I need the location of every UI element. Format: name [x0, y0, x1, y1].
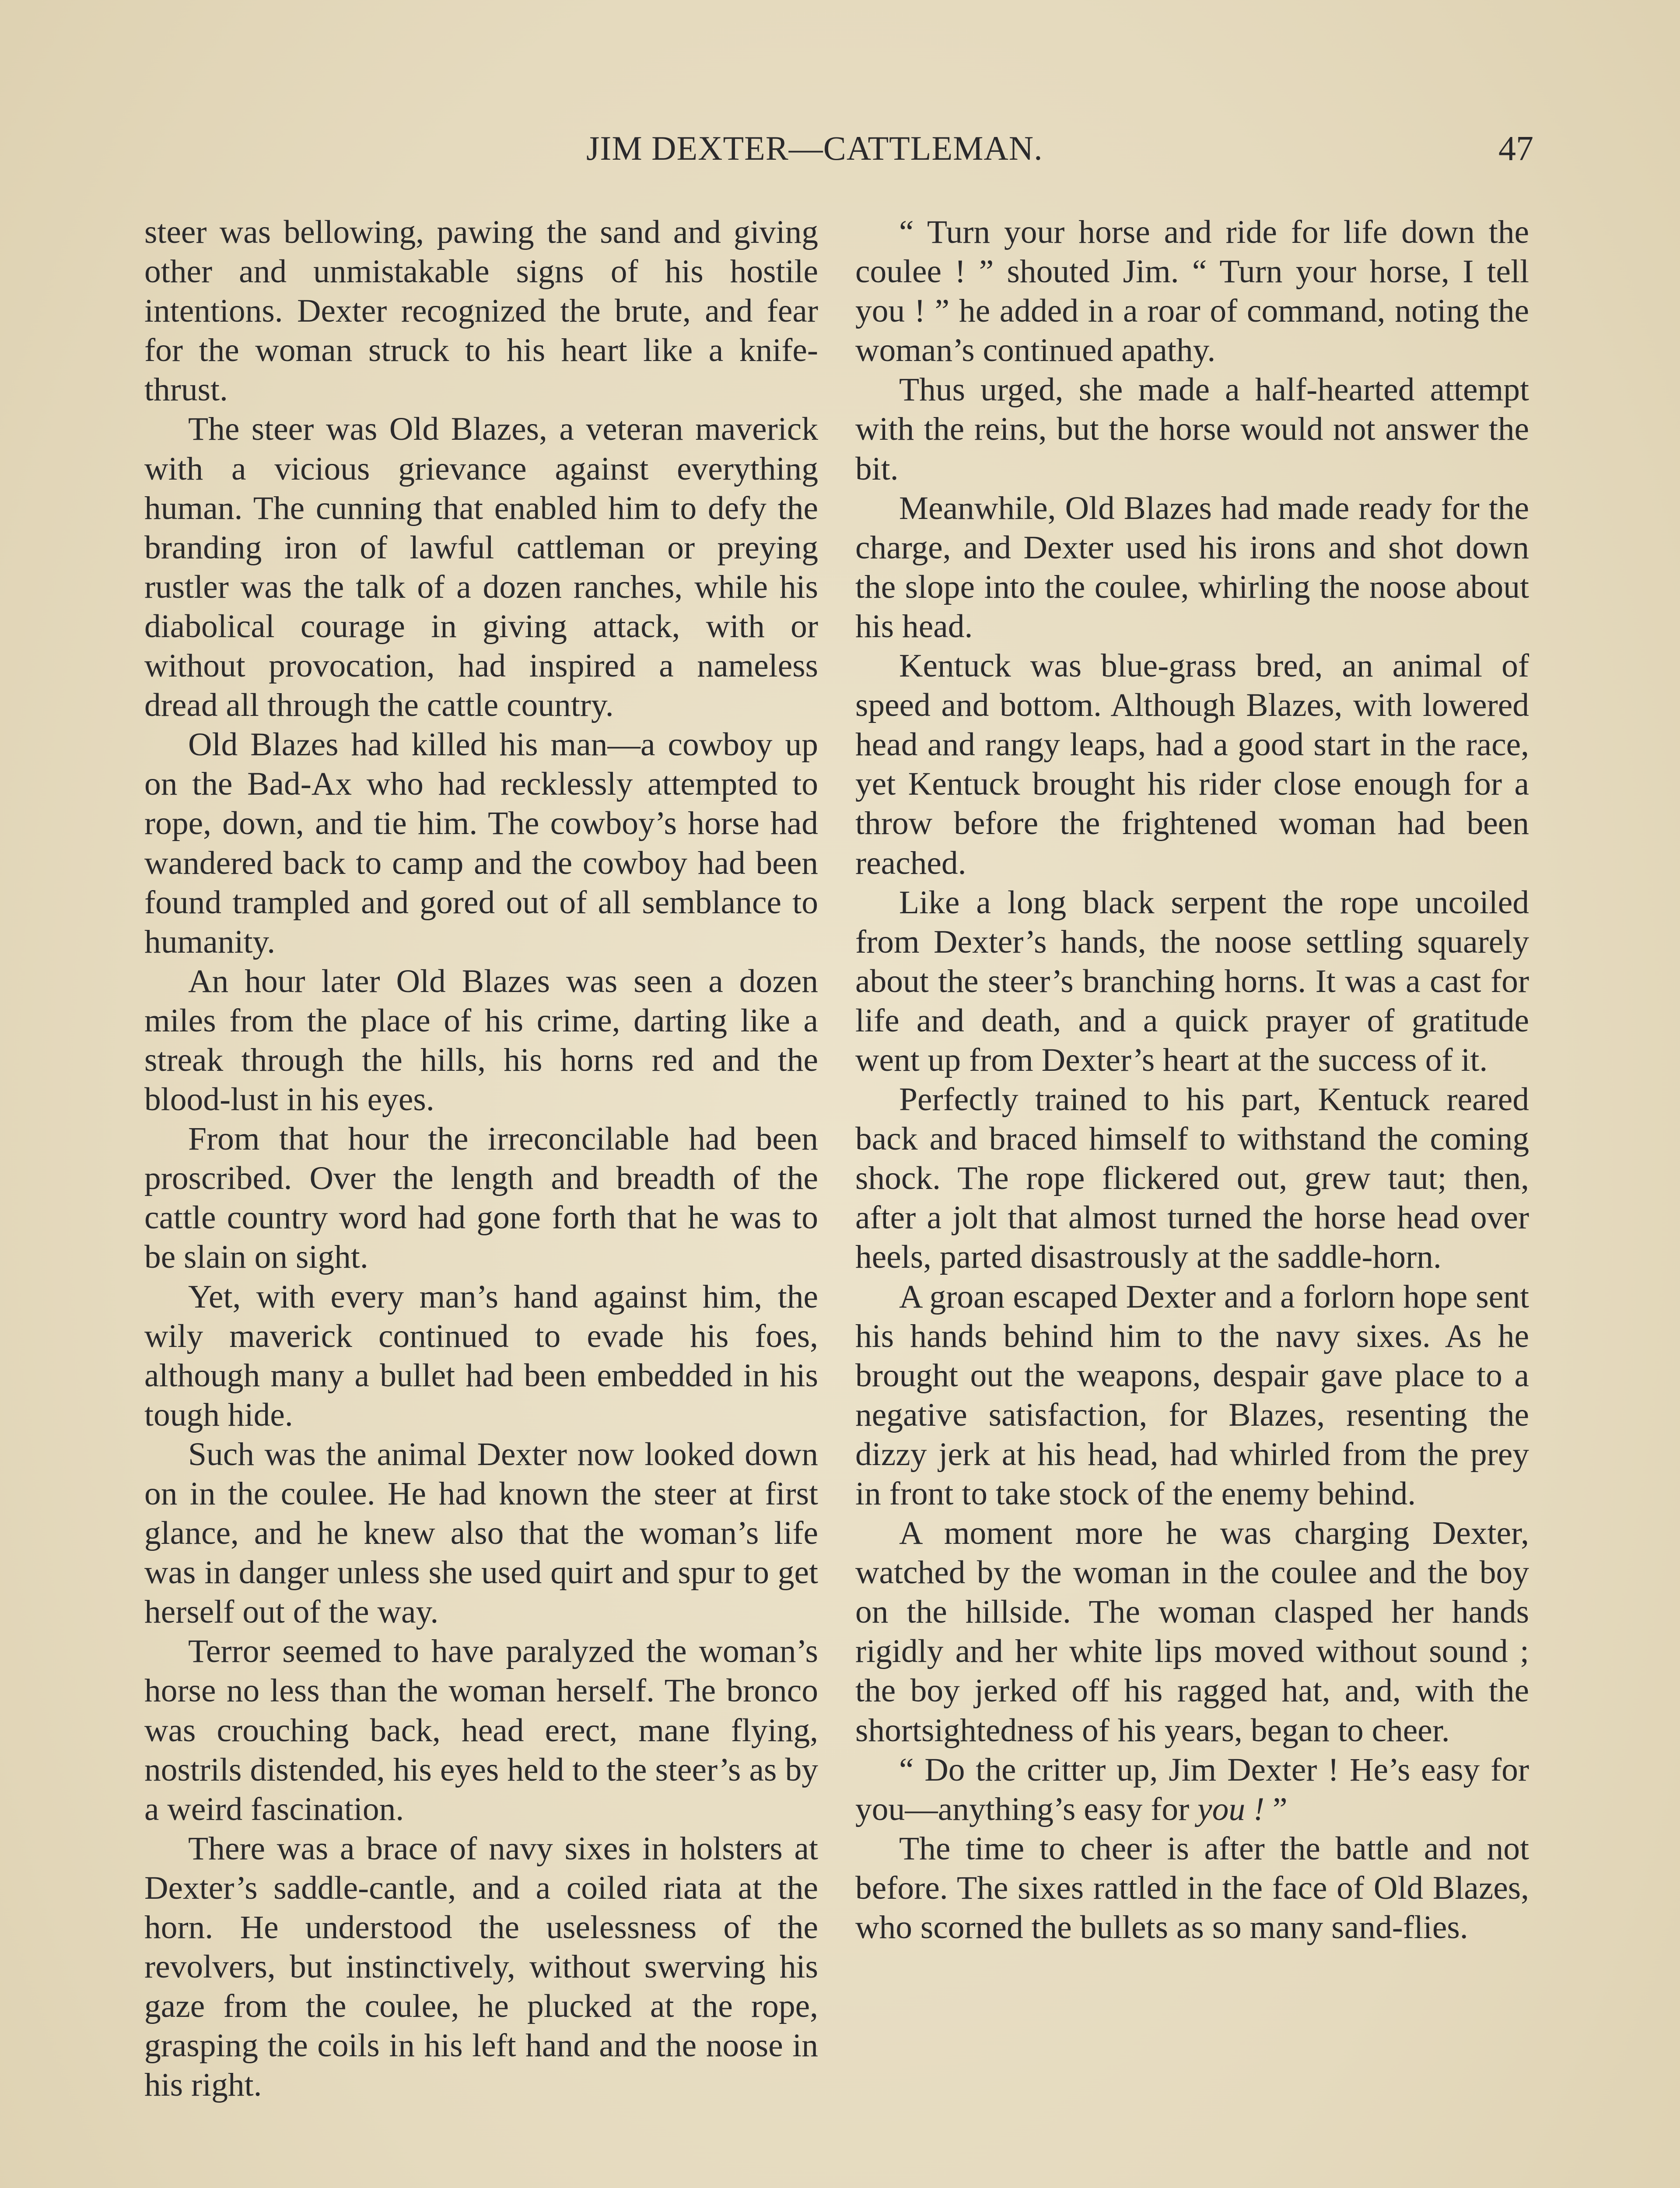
- page-number: 47: [1498, 130, 1533, 168]
- paragraph: Yet, with every man’s hand against him, the wily maverick continued to evade his foes, although many a bullet had been embedded in his tough hide.: [144, 1278, 818, 1433]
- left-column: [144, 213, 818, 2105]
- paragraph: An hour later Old Blazes was seen a dozen miles from the place of his crime, darting like a streak through the hills, his horns red and the blood-lust in his eyes.: [144, 963, 818, 1118]
- paragraph: “ Turn your horse and ride for life down the coulee ! ” shouted Jim. “ Turn your horse, I tell you ! ” he added in a roar of command, noting the woman’s continued apathy.: [855, 214, 1529, 369]
- quote-text: “ Do the critter up, Jim Dexter ! He’s easy for you—anything’s easy for: [855, 1751, 1529, 1827]
- paragraph: Like a long black serpent the rope uncoiled from Dexter’s hands, the noose settling squarely about the steer’s branching horns. It was a cast for life and death, and a quick prayer of gratitude went up from Dexter’s heart at the success of it.: [855, 884, 1529, 1078]
- paragraph: From that hour the irreconcilable had been proscribed. Over the length and breadth of the cattle country word had gone forth that he was to be slain on sight.: [144, 1121, 818, 1276]
- paragraph: Kentuck was blue-grass bred, an animal of speed and bottom. Although Blazes, with lowered head and rangy leaps, had a good start in the race, yet Kentuck brought his rider close enough for a throw before the frightened woman had been reached.: [855, 648, 1529, 881]
- paragraph: Terror seemed to have paralyzed the woman’s horse no less than the woman herself. The bronco was crouching back, head erect, mane flying, nostrils distended, his eyes held to the steer’s as by a weird fascination.: [144, 1633, 818, 1827]
- paragraph: Perfectly trained to his part, Kentuck reared back and braced himself to withstand the coming shock. The rope flickered out, grew taut; then, after a jolt that almost turned the horse head over heels, parted disastrously at the saddle-horn.: [855, 1081, 1529, 1276]
- paragraph: Meanwhile, Old Blazes had made ready for the charge, and Dexter used his irons and shot down the slope into the coulee, whirling the noose about his head.: [855, 490, 1529, 645]
- paragraph: Thus urged, she made a half-hearted attempt with the reins, but the horse would not answer the bit.: [855, 372, 1529, 487]
- quote-close: ”: [1264, 1791, 1288, 1827]
- paragraph: A groan escaped Dexter and a forlorn hope sent his hands behind him to the navy sixes. As he brought out the weapons, despair gave place to a negative satisfaction, for Blazes, resenting the dizzy jerk at his head, had whirled from the prey in front to take stock of the enemy behind.: [855, 1278, 1529, 1512]
- paragraph: The steer was Old Blazes, a veteran maverick with a vicious grievance against everything human. The cunning that enabled him to defy the branding iron of lawful cattleman or preying rustler was the talk of a dozen ranches, while his diabolical courage in giving attack, with or without provocation, had inspired a nameless dread all through the cattle country.: [144, 411, 818, 724]
- paragraph: Old Blazes had killed his man—a cowboy up on the Bad-Ax who had recklessly attempted to rope, down, and tie him. The cowboy’s horse had wandered back to camp and the cowboy had been found trampled and gored out of all semblance to humanity.: [144, 726, 818, 960]
- paragraph: steer was bellowing, pawing the sand and giving other and unmistakable signs of his hostile intentions. Dexter recognized the brute, and fear for the woman struck to his heart like a knife-thrust.: [144, 214, 818, 408]
- paragraph: The time to cheer is after the battle and not before. The sixes rattled in the face of Old Blazes, who scorned the bullets as so many sand-flies.: [855, 1830, 1529, 1946]
- quote-emphasis: you !: [1197, 1791, 1265, 1827]
- quote-paragraph: [855, 1750, 1529, 1829]
- right-column: [855, 213, 1529, 1947]
- paragraph: There was a brace of navy sixes in holsters at Dexter’s saddle-cantle, and a coiled riata at the horn. He understood the uselessness of the revolvers, but instinctively, without swerving his gaze from the coulee, he plucked at the rope, grasping the coils in his left hand and the noose in his right.: [144, 1830, 818, 2104]
- paragraph: A moment more he was charging Dexter, watched by the woman in the coulee and the boy on the hillside. The woman clasped her hands rigidly and her white lips moved without sound ; the boy jerked off his ragged hat, and, with the shortsightedness of his years, began to cheer.: [855, 1515, 1529, 1749]
- running-title: JIM DEXTER—CATTLEMAN.: [586, 129, 1043, 167]
- paragraph: Such was the animal Dexter now looked down on in the coulee. He had known the steer at first glance, and he knew also that the woman’s life was in danger unless she used quirt and spur to get herself out of the way.: [144, 1436, 818, 1630]
